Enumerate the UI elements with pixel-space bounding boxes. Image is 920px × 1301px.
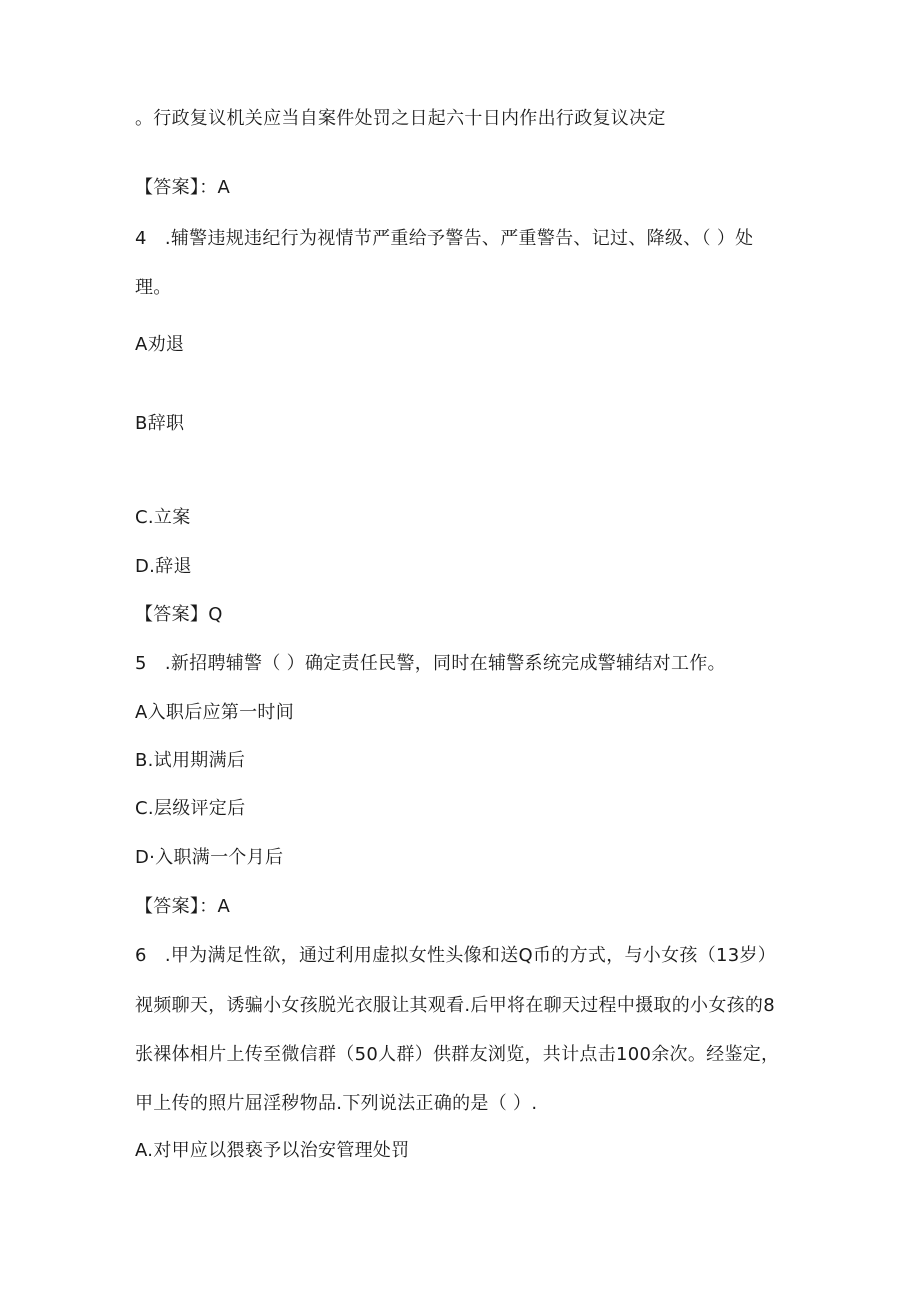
question-6-text-line-3: 张裸体相片上传至微信群（50人群）供群友浏览，共计点击100余次。经鉴定， xyxy=(135,1044,780,1065)
question-6-text-line-4: 甲上传的照片屈淫秽物品.下列说法正确的是（ ）. xyxy=(135,1093,538,1114)
question-4-option-b: B辞职 xyxy=(135,413,185,434)
question-4-option-d: D.辞退 xyxy=(135,556,192,577)
question-6-text-line-1: 6 .甲为满足性欲，通过利用虚拟女性头像和送Q币的方式，与小女孩（13岁） xyxy=(135,945,777,966)
question-5-option-c: C.层级评定后 xyxy=(135,798,246,819)
question-5-option-a: A入职后应第一时间 xyxy=(135,702,295,723)
question-6-text-line-2: 视频聊天，诱骗小女孩脱光衣服让其观看.后甲将在聊天过程中摄取的小女孩的8 xyxy=(135,995,775,1016)
answer-q4: 【答案】Q xyxy=(135,604,223,625)
question-5-text: 5 .新招聘辅警（ ）确定责任民警，同时在辅警系统完成警辅结对工作。 xyxy=(135,653,726,674)
question-5-option-d: D·入职满一个月后 xyxy=(135,847,284,868)
previous-explanation-text: 。行政复议机关应当自案件处罚之日起六十日内作出行政复议决定 xyxy=(135,108,666,129)
question-6-option-a: A.对甲应以猥亵予以治安管理处罚 xyxy=(135,1140,410,1161)
question-4-text: 4 .辅警违规违纪行为视情节严重给予警告、严重警告、记过、降级、（ ）处 xyxy=(135,228,754,249)
answer-q5: 【答案】：A xyxy=(135,896,231,917)
question-4-option-a: A劝退 xyxy=(135,334,185,355)
question-4-text-cont: 理。 xyxy=(135,277,172,298)
question-4-option-c: C.立案 xyxy=(135,507,191,528)
answer-q3: 【答案】：A xyxy=(135,177,231,198)
question-5-option-b: B.试用期满后 xyxy=(135,750,246,771)
